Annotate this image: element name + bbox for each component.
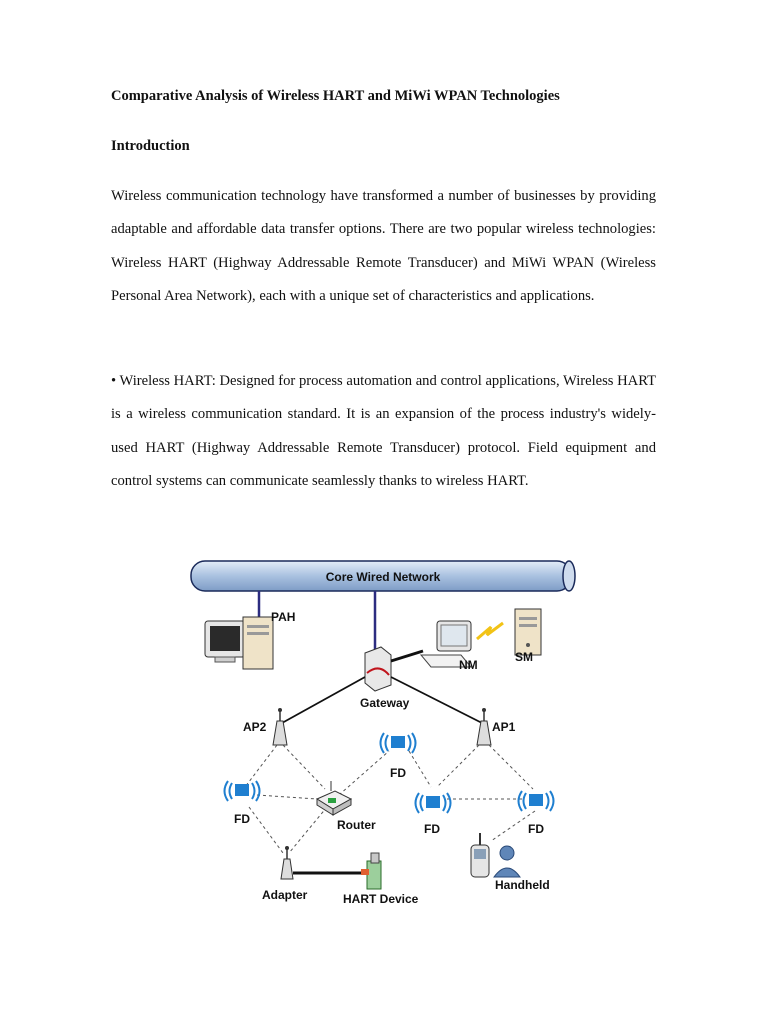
core-wired-network-label: Core Wired Network bbox=[325, 570, 441, 584]
handheld-device-icon bbox=[471, 833, 489, 877]
wireless-link-lightning-icon bbox=[477, 623, 503, 639]
ap2-antenna-icon bbox=[273, 708, 287, 745]
wireless-hart-network-diagram bbox=[185, 555, 585, 915]
pah-computer-icon bbox=[205, 617, 273, 669]
field-device-mid-icon bbox=[416, 793, 451, 813]
gateway-label: Gateway bbox=[360, 696, 410, 710]
section-heading-introduction: Introduction bbox=[111, 138, 190, 154]
fd-center-label: FD bbox=[390, 766, 406, 780]
ap2-label: AP2 bbox=[243, 720, 267, 734]
hart-device-icon bbox=[361, 853, 381, 889]
nm-label: NM bbox=[459, 658, 478, 672]
field-device-right-icon bbox=[519, 791, 554, 811]
ap1-label: AP1 bbox=[492, 720, 516, 734]
handheld-label: Handheld bbox=[495, 878, 550, 892]
ap1-antenna-icon bbox=[477, 708, 491, 745]
hart-device-label: HART Device bbox=[343, 892, 419, 906]
user-person-icon bbox=[494, 846, 520, 877]
paragraph-wireless-hart: • Wireless HART: Designed for process automation and control applications, Wireless HART is a wireless communication standard. It is an expansion of the process industry's widely-used HART (Highway Addressable Remote Transducer) protocol. Field equipment and control systems can communicate seamlessly thanks to wireless HART. bbox=[111, 373, 656, 490]
gateway-nm-cable bbox=[391, 651, 423, 661]
pah-label: PAH bbox=[271, 610, 296, 624]
sm-server-icon bbox=[515, 609, 541, 655]
mesh-links bbox=[245, 745, 535, 853]
core-wired-network-pipe bbox=[191, 561, 575, 591]
field-device-left-icon bbox=[225, 781, 260, 801]
adapter-label: Adapter bbox=[262, 888, 308, 902]
fd-right-label: FD bbox=[528, 822, 544, 836]
router-label: Router bbox=[337, 818, 376, 832]
fd-mid-label: FD bbox=[424, 822, 440, 836]
fd-left-label: FD bbox=[234, 812, 250, 826]
sm-label: SM bbox=[515, 650, 533, 664]
gateway-icon bbox=[365, 647, 391, 691]
document-title: Comparative Analysis of Wireless HART and MiWi WPAN Technologies bbox=[111, 88, 560, 104]
paragraph-intro: Wireless communication technology have transformed a number of businesses by providing adaptable and affordable data transfer options. There are two popular wireless technologies: Wireless HART (Highway Addressable Remote Transducer) and MiWi WPAN (Wireless Personal Area Network), each with a unique set of characteristics and applications. bbox=[111, 188, 656, 305]
field-device-center-icon bbox=[381, 733, 416, 753]
